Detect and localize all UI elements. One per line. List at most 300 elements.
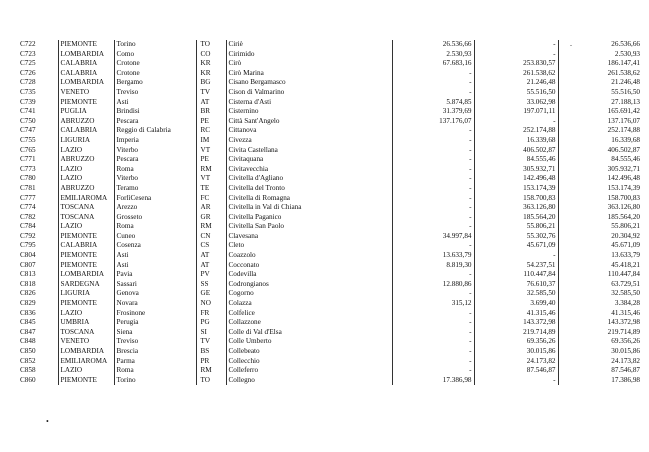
cell-value-2: 406.502,87 — [474, 146, 558, 156]
cell-value-3: 84.555,46 — [611, 155, 640, 164]
cell-province: Bergamo — [114, 78, 196, 88]
cell-municipality: Codevilla — [226, 270, 392, 280]
cell-value-3: 55.516,50 — [611, 87, 640, 96]
cell-municipality: Civita Castellana — [226, 146, 392, 156]
cell-code: C773 — [6, 165, 58, 175]
cell-value-1: - — [392, 357, 474, 367]
cell-region: CALABRIA — [58, 59, 114, 69]
cell-code: C755 — [6, 136, 58, 146]
cell-value-1: - — [392, 309, 474, 319]
cell-value-2: 158.700,83 — [474, 194, 558, 204]
cell-code: C848 — [6, 337, 58, 347]
cell-value-2: 30.015,86 — [474, 347, 558, 357]
cell-code: C774 — [6, 203, 58, 213]
cell-province-abbr: TV — [196, 88, 226, 98]
cell-code: C728 — [6, 78, 58, 88]
cell-code: C725 — [6, 59, 58, 69]
cell-municipality: Colle Umberto — [226, 337, 392, 347]
cell-region: EMILIAROMA — [58, 357, 114, 367]
cell-region: PUGLIA — [58, 107, 114, 117]
cell-value-1: - — [392, 318, 474, 328]
cell-province: Crotone — [114, 69, 196, 79]
cell-municipality: Civitaquana — [226, 155, 392, 165]
cell-province-abbr: FC — [196, 194, 226, 204]
cell-value-1: 31.379,69 — [392, 107, 474, 117]
cell-municipality: Clavesana — [226, 232, 392, 242]
cell-value-1: 12.880,86 — [392, 280, 474, 290]
cell-code: C782 — [6, 213, 58, 223]
cell-code: C852 — [6, 357, 58, 367]
cell-province: Pescara — [114, 117, 196, 127]
cell-municipality: Collegno — [226, 376, 392, 386]
cell-province-abbr: GE — [196, 289, 226, 299]
cell-value-2: - — [474, 376, 558, 386]
cell-municipality: Cittanova — [226, 126, 392, 136]
cell-province: Asti — [114, 98, 196, 108]
cell-province-abbr: IM — [196, 136, 226, 146]
table-row — [6, 174, 642, 184]
cell-value-3: 16.339,68 — [611, 135, 640, 144]
cell-municipality: Civitavecchia — [226, 165, 392, 175]
cell-municipality: Ciriè — [226, 40, 392, 50]
cell-code: C818 — [6, 280, 58, 290]
cell-region: LOMBARDIA — [58, 347, 114, 357]
cell-province-abbr: PE — [196, 117, 226, 127]
cell-value-1: 8.819,30 — [392, 261, 474, 271]
cell-value-2: - — [474, 50, 558, 60]
cell-municipality: Collecchio — [226, 357, 392, 367]
cell-code: C784 — [6, 222, 58, 232]
cell-value-1: - — [392, 69, 474, 79]
cell-value-3: 3.384,28 — [614, 299, 640, 308]
cell-municipality: Cirò — [226, 59, 392, 69]
cell-region: LAZIO — [58, 146, 114, 156]
cell-province: Viterbo — [114, 146, 196, 156]
cell-code: C723 — [6, 50, 58, 60]
cell-value-1: - — [392, 88, 474, 98]
cell-value-3: 219.714,89 — [607, 327, 640, 336]
cell-value-2: 21.246,48 — [474, 78, 558, 88]
table-row — [6, 165, 642, 175]
cell-value-2: 16.339,68 — [474, 136, 558, 146]
cell-code: C777 — [6, 194, 58, 204]
cell-region: TOSCANA — [58, 203, 114, 213]
cell-value-2: 142.496,48 — [474, 174, 558, 184]
cell-value-3: 45.418,21 — [611, 260, 640, 269]
cell-value-3: 87.546,87 — [611, 366, 640, 375]
table-row — [6, 40, 642, 50]
cell-region: TOSCANA — [58, 328, 114, 338]
cell-value-2: 54.237,51 — [474, 261, 558, 271]
cell-value-3: 20.304,92 — [611, 231, 640, 240]
cell-code: C722 — [6, 40, 58, 50]
table-row — [6, 251, 642, 261]
cell-region: PIEMONTE — [58, 98, 114, 108]
cell-value-3: 165.691,42 — [607, 107, 640, 116]
cell-province: Cosenza — [114, 241, 196, 251]
cell-code: C792 — [6, 232, 58, 242]
cell-municipality: Cirò Marina — [226, 69, 392, 79]
cell-value-2: 24.173,82 — [474, 357, 558, 367]
cell-province-abbr: RC — [196, 126, 226, 136]
table-row — [6, 289, 642, 299]
cell-municipality: Cirimido — [226, 50, 392, 60]
cell-region: LAZIO — [58, 309, 114, 319]
cell-province: Como — [114, 50, 196, 60]
cell-province: Arezzo — [114, 203, 196, 213]
cell-value-2: 197.071,11 — [474, 107, 558, 117]
cell-province-abbr: CS — [196, 241, 226, 251]
cell-code: C858 — [6, 366, 58, 376]
cell-province: Torino — [114, 40, 196, 50]
cell-value-3: 186.147,41 — [607, 59, 640, 68]
cell-value-1: - — [392, 194, 474, 204]
cell-value-3: 185.564,20 — [607, 212, 640, 221]
cell-value-1: - — [392, 136, 474, 146]
table-row — [6, 98, 642, 108]
cell-region: EMILIAROMA — [58, 194, 114, 204]
cell-province: Brescia — [114, 347, 196, 357]
cell-value-2: 261.538,62 — [474, 69, 558, 79]
cell-province: Crotone — [114, 59, 196, 69]
cell-region: VENETO — [58, 88, 114, 98]
cell-value-1: 67.683,16 — [392, 59, 474, 69]
cell-province-abbr: SS — [196, 280, 226, 290]
cell-value-2: 84.555,46 — [474, 155, 558, 165]
cell-value-1: 13.633,79 — [392, 251, 474, 261]
cell-municipality: Collebeato — [226, 347, 392, 357]
cell-province-abbr: PR — [196, 357, 226, 367]
cell-province: Asti — [114, 251, 196, 261]
cell-province-abbr: RM — [196, 222, 226, 232]
cell-municipality: Civitella Paganico — [226, 213, 392, 223]
cell-region: CALABRIA — [58, 241, 114, 251]
cell-region: LIGURIA — [58, 136, 114, 146]
cell-municipality: Civitella d'Agliano — [226, 174, 392, 184]
cell-province: Grosseto — [114, 213, 196, 223]
cell-region: UMBRIA — [58, 318, 114, 328]
cell-code: C750 — [6, 117, 58, 127]
cell-municipality: Civezza — [226, 136, 392, 146]
cell-province: Asti — [114, 261, 196, 271]
cell-province: Perugia — [114, 318, 196, 328]
cell-region: PIEMONTE — [58, 299, 114, 309]
cell-value-2: 45.671,09 — [474, 241, 558, 251]
table-row — [6, 117, 642, 127]
cell-value-1: - — [392, 289, 474, 299]
cell-value-1: - — [392, 366, 474, 376]
cell-value-1: 315,12 — [392, 299, 474, 309]
cell-province-abbr: KR — [196, 69, 226, 79]
table-row — [6, 357, 642, 367]
cell-region: LAZIO — [58, 222, 114, 232]
table-row — [6, 309, 642, 319]
cell-region: PIEMONTE — [58, 376, 114, 386]
cell-code: C739 — [6, 98, 58, 108]
cell-province-abbr: SI — [196, 328, 226, 338]
cell-province: Frosinone — [114, 309, 196, 319]
table-row — [6, 328, 642, 338]
table-row — [6, 146, 642, 156]
cell-municipality: Cisterna d'Asti — [226, 98, 392, 108]
cell-value-1: - — [392, 328, 474, 338]
cell-province: Roma — [114, 366, 196, 376]
table-row — [6, 213, 642, 223]
cell-region: LOMBARDIA — [58, 78, 114, 88]
cell-region: LAZIO — [58, 174, 114, 184]
cell-code: C765 — [6, 146, 58, 156]
cell-province-abbr: PG — [196, 318, 226, 328]
table-row — [6, 318, 642, 328]
cell-value-2: 55.516,50 — [474, 88, 558, 98]
table-row — [6, 126, 642, 136]
cell-value-3: 252.174,88 — [607, 126, 640, 135]
cell-value-1: - — [392, 213, 474, 223]
cell-province-abbr: AT — [196, 261, 226, 271]
cell-province: Siena — [114, 328, 196, 338]
cell-province-abbr: NO — [196, 299, 226, 309]
cell-code: C845 — [6, 318, 58, 328]
cell-value-2: 363.126,80 — [474, 203, 558, 213]
cell-value-3: 137.176,07 — [607, 116, 640, 125]
cell-value-2: 305.932,71 — [474, 165, 558, 175]
cell-region: PIEMONTE — [58, 251, 114, 261]
cell-value-2: 153.174,39 — [474, 184, 558, 194]
cell-province-abbr: PE — [196, 155, 226, 165]
cell-value-3: 26.536,66 — [611, 40, 640, 48]
cell-province: Imperia — [114, 136, 196, 146]
cell-province-abbr: BG — [196, 78, 226, 88]
cell-region: CALABRIA — [58, 126, 114, 136]
table-row — [6, 69, 642, 79]
cell-province: Genova — [114, 289, 196, 299]
cell-code: C804 — [6, 251, 58, 261]
cell-value-1: - — [392, 155, 474, 165]
municipality-table — [6, 40, 642, 385]
cell-province: Cuneo — [114, 232, 196, 242]
cell-region: PIEMONTE — [58, 261, 114, 271]
cell-value-3: 305.932,71 — [607, 164, 640, 173]
cell-code: C829 — [6, 299, 58, 309]
table-row — [6, 280, 642, 290]
cell-province-abbr: CN — [196, 232, 226, 242]
cell-value-2: 185.564,20 — [474, 213, 558, 223]
cell-value-2: 110.447,84 — [474, 270, 558, 280]
table-row — [6, 222, 642, 232]
cell-value-2: - — [474, 117, 558, 127]
cell-province-abbr: AT — [196, 251, 226, 261]
cell-province: Teramo — [114, 184, 196, 194]
cell-province: Viterbo — [114, 174, 196, 184]
cell-province-abbr: GR — [196, 213, 226, 223]
cell-region: LAZIO — [58, 366, 114, 376]
cell-value-3: 406.502,87 — [607, 145, 640, 154]
cell-value-1: 137.176,07 — [392, 117, 474, 127]
table-row — [6, 376, 642, 386]
cell-province-abbr: CO — [196, 50, 226, 60]
cell-code: C807 — [6, 261, 58, 271]
cell-region: SARDEGNA — [58, 280, 114, 290]
cell-municipality: Civitella San Paolo — [226, 222, 392, 232]
cell-region: ABRUZZO — [58, 155, 114, 165]
cell-code: C813 — [6, 270, 58, 280]
cell-region: LIGURIA — [58, 289, 114, 299]
cell-province-abbr: FR — [196, 309, 226, 319]
cell-municipality: Cocconato — [226, 261, 392, 271]
cell-value-3: 21.246,48 — [611, 78, 640, 87]
table-row — [6, 155, 642, 165]
cell-value-2: 69.356,26 — [474, 337, 558, 347]
cell-value-2: 87.546,87 — [474, 366, 558, 376]
cell-region: PIEMONTE — [58, 232, 114, 242]
cell-municipality: Cogorno — [226, 289, 392, 299]
cell-province-abbr: BS — [196, 347, 226, 357]
cell-value-3: 55.806,21 — [611, 222, 640, 231]
cell-region: ABRUZZO — [58, 117, 114, 127]
table-row — [6, 299, 642, 309]
cell-value-3: 143.372,98 — [607, 318, 640, 327]
cell-value-3: 24.173,82 — [611, 356, 640, 365]
cell-value-2: 3.699,40 — [474, 299, 558, 309]
cell-value-3: 45.671,09 — [611, 241, 640, 250]
cell-municipality: Civitella di Romagna — [226, 194, 392, 204]
cell-value-3: 363.126,80 — [607, 203, 640, 212]
cell-value-3: 142.496,48 — [607, 174, 640, 183]
cell-value-3: 63.729,51 — [611, 279, 640, 288]
cell-municipality: Cleto — [226, 241, 392, 251]
cell-value-3: 41.315,46 — [611, 308, 640, 317]
table-row — [6, 241, 642, 251]
table-row — [6, 194, 642, 204]
cell-province-abbr: AT — [196, 98, 226, 108]
cell-value-2: 55.302,76 — [474, 232, 558, 242]
cell-value-1: 2.530,93 — [392, 50, 474, 60]
cell-value-3: 32.585,50 — [611, 289, 640, 298]
cell-province: Pavia — [114, 270, 196, 280]
cell-value-2: 76.610,37 — [474, 280, 558, 290]
cell-province-abbr: VT — [196, 174, 226, 184]
cell-province: Reggio di Calabria — [114, 126, 196, 136]
table-row — [6, 88, 642, 98]
cell-code: C735 — [6, 88, 58, 98]
table-row — [6, 107, 642, 117]
table-row — [6, 203, 642, 213]
cell-code: C836 — [6, 309, 58, 319]
cell-municipality: Collazzone — [226, 318, 392, 328]
cell-province-abbr: KR — [196, 59, 226, 69]
cell-value-1: - — [392, 241, 474, 251]
cell-code: C781 — [6, 184, 58, 194]
cell-value-1: - — [392, 347, 474, 357]
cell-region: LOMBARDIA — [58, 50, 114, 60]
table-row — [6, 366, 642, 376]
cell-value-1: - — [392, 126, 474, 136]
cell-value-1: - — [392, 78, 474, 88]
cell-value-1: - — [392, 337, 474, 347]
cell-province: Novara — [114, 299, 196, 309]
cell-code: C771 — [6, 155, 58, 165]
stray-tick-mark: - — [570, 43, 572, 49]
cell-municipality: Cison di Valmarino — [226, 88, 392, 98]
cell-value-1: - — [392, 165, 474, 175]
table-row — [6, 261, 642, 271]
cell-value-1: - — [392, 146, 474, 156]
cell-value-2: - — [474, 251, 558, 261]
cell-province: Treviso — [114, 88, 196, 98]
cell-municipality: Città Sant'Angelo — [226, 117, 392, 127]
cell-province: Treviso — [114, 337, 196, 347]
cell-municipality: Colazza — [226, 299, 392, 309]
table-row — [6, 232, 642, 242]
cell-municipality: Civitella in Val di Chiana — [226, 203, 392, 213]
cell-value-2: 32.585,50 — [474, 289, 558, 299]
cell-municipality: Colle di Val d'Elsa — [226, 328, 392, 338]
cell-value-3: 261.538,62 — [607, 68, 640, 77]
cell-value-2: - — [474, 40, 558, 50]
cell-code: C747 — [6, 126, 58, 136]
cell-province: Roma — [114, 165, 196, 175]
cell-code: C780 — [6, 174, 58, 184]
cell-value-2: 55.806,21 — [474, 222, 558, 232]
cell-value-2: 41.315,46 — [474, 309, 558, 319]
table-row — [6, 347, 642, 357]
cell-value-3: 13.633,79 — [611, 251, 640, 260]
cell-municipality: Colleferro — [226, 366, 392, 376]
cell-code: C847 — [6, 328, 58, 338]
cell-code: C850 — [6, 347, 58, 357]
cell-value-1: 17.386,98 — [392, 376, 474, 386]
cell-province: Sassari — [114, 280, 196, 290]
table-row — [6, 337, 642, 347]
cell-region: PIEMONTE — [58, 40, 114, 50]
cell-value-2: 143.372,98 — [474, 318, 558, 328]
cell-province-abbr: AR — [196, 203, 226, 213]
cell-value-2: 253.830,57 — [474, 59, 558, 69]
cell-value-3: 17.386,98 — [611, 375, 640, 384]
cell-municipality: Coazzolo — [226, 251, 392, 261]
cell-value-1: - — [392, 184, 474, 194]
cell-province: Parma — [114, 357, 196, 367]
cell-province: Pescara — [114, 155, 196, 165]
cell-value-2: 33.062,98 — [474, 98, 558, 108]
cell-code: C860 — [6, 376, 58, 386]
cell-province-abbr: TO — [196, 376, 226, 386]
cell-province-abbr: VT — [196, 146, 226, 156]
cell-region: ABRUZZO — [58, 184, 114, 194]
cell-value-1: - — [392, 270, 474, 280]
cell-value-1: - — [392, 203, 474, 213]
cell-province: Torino — [114, 376, 196, 386]
cell-province-abbr: RM — [196, 165, 226, 175]
cell-province-abbr: RM — [196, 366, 226, 376]
stray-dot-mark: • — [46, 417, 49, 426]
cell-municipality: Cisternino — [226, 107, 392, 117]
cell-value-3: 30.015,86 — [611, 347, 640, 355]
cell-province-abbr: TE — [196, 184, 226, 194]
cell-code: C726 — [6, 69, 58, 79]
cell-value-3: 2.530,93 — [614, 49, 640, 58]
cell-municipality: Colfelice — [226, 309, 392, 319]
cell-region: CALABRIA — [58, 69, 114, 79]
cell-value-1: 5.874,85 — [392, 98, 474, 108]
cell-value-2: 219.714,89 — [474, 328, 558, 338]
cell-value-2: 252.174,88 — [474, 126, 558, 136]
cell-province-abbr: TO — [196, 40, 226, 50]
cell-value-1: 34.997,84 — [392, 232, 474, 242]
cell-province-abbr: PV — [196, 270, 226, 280]
table-row — [6, 78, 642, 88]
cell-value-3: 69.356,26 — [611, 337, 640, 346]
